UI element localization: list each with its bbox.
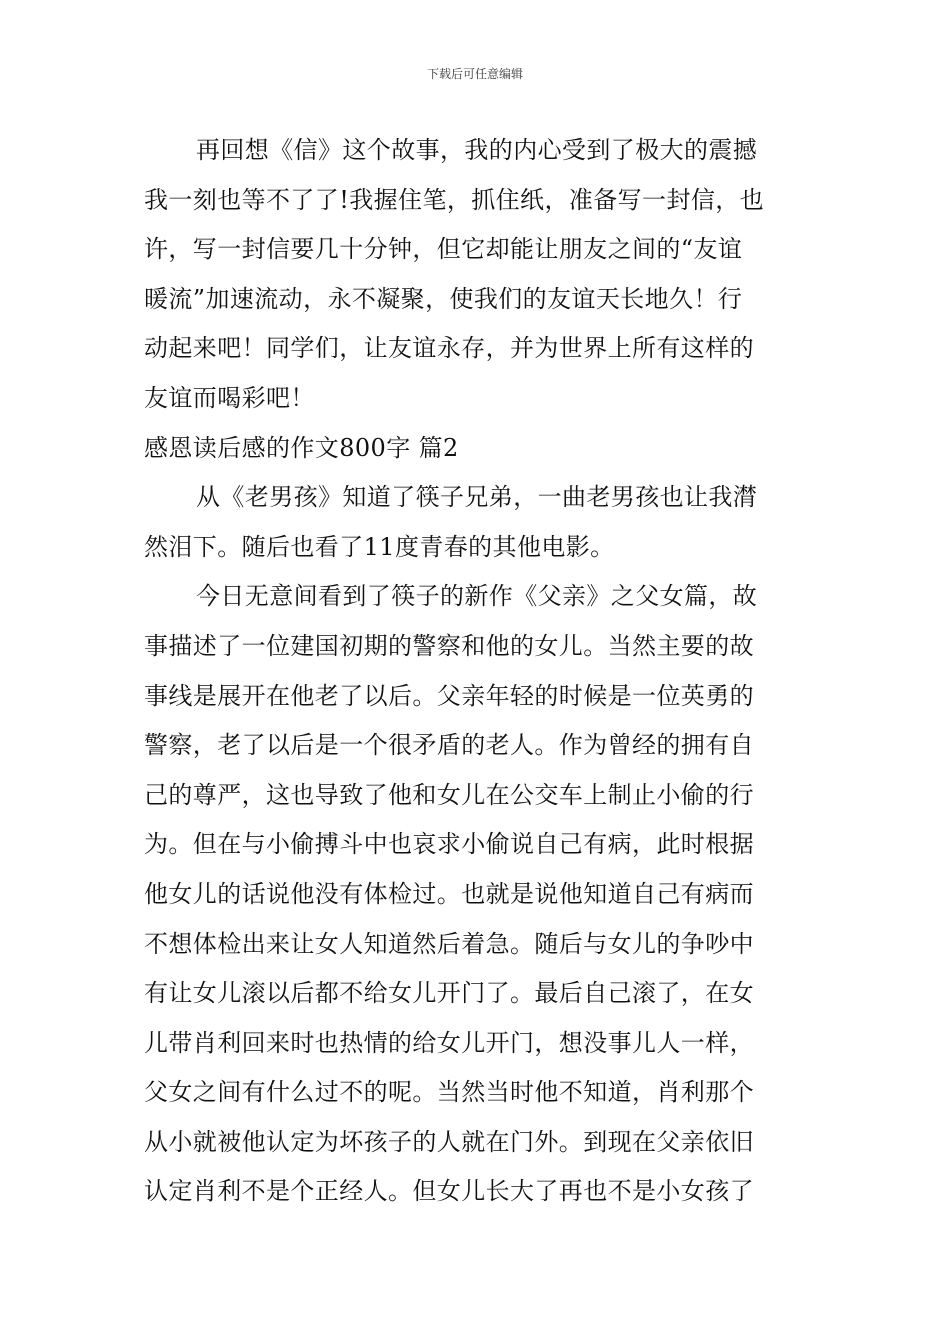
text-line: 从《老男孩》知道了筷子兄弟，一曲老男孩也让我潸 bbox=[196, 483, 758, 512]
text-line: 许，写一封信要几十分钟，但它却能让朋友之间的“友谊 bbox=[144, 235, 743, 264]
text-line: 他女儿的话说他没有体检过。也就是说他知道自己有病而 bbox=[144, 879, 754, 908]
text-line: 从小就被他认定为坏孩子的人就在门外。到现在父亲依旧 bbox=[144, 1127, 754, 1156]
text-line: 己的尊严，这也导致了他和女儿在公交车上制止小偷的行 bbox=[144, 780, 754, 809]
text-line: 再回想《信》这个故事，我的内心受到了极大的震撼 bbox=[196, 136, 758, 164]
text-line: 动起来吧！同学们，让友谊永存，并为世界上所有这样的 bbox=[144, 334, 754, 363]
text-line: 不想体检出来让女人知道然后着急。随后与女儿的争吵中 bbox=[144, 929, 754, 958]
text-line: 友谊而喝彩吧！ bbox=[144, 383, 315, 412]
text-line: 事描述了一位建国初期的警察和他的女儿。当然主要的故 bbox=[144, 631, 754, 660]
header-note: 下载后可任意编辑 bbox=[426, 67, 523, 81]
section-heading: 感恩读后感的作文800字 篇2 bbox=[144, 433, 459, 462]
text-line: 为。但在与小偷搏斗中也哀求小偷说自己有病，此时根据 bbox=[144, 830, 754, 859]
text-line: 父女之间有什么过不的呢。当然当时他不知道，肖利那个 bbox=[144, 1078, 754, 1107]
text-line: 暖流”加速流动，永不凝聚，使我们的友谊天长地久！行 bbox=[144, 284, 743, 313]
text-line: 认定肖利不是个正经人。但女儿长大了再也不是小女孩了 bbox=[144, 1177, 754, 1206]
text-line: 我一刻也等不了了!我握住笔，抓住纸，准备写一封信，也 bbox=[144, 185, 765, 214]
document-body bbox=[144, 126, 806, 1217]
text-line: 今日无意间看到了筷子的新作《父亲》之父女篇，故 bbox=[196, 582, 758, 611]
text-line: 有让女儿滚以后都不给女儿开门了。最后自己滚了，在女 bbox=[144, 979, 754, 1008]
text-line: 事线是展开在他老了以后。父亲年轻的时候是一位英勇的 bbox=[144, 681, 754, 710]
text-line: 儿带肖利回来时也热情的给女儿开门，想没事儿人一样， bbox=[144, 1028, 754, 1057]
text-line: 然泪下。随后也看了11度青春的其他电影。 bbox=[144, 532, 615, 561]
text-line: 警察，老了以后是一个很矛盾的老人。作为曾经的拥有自 bbox=[144, 731, 754, 760]
